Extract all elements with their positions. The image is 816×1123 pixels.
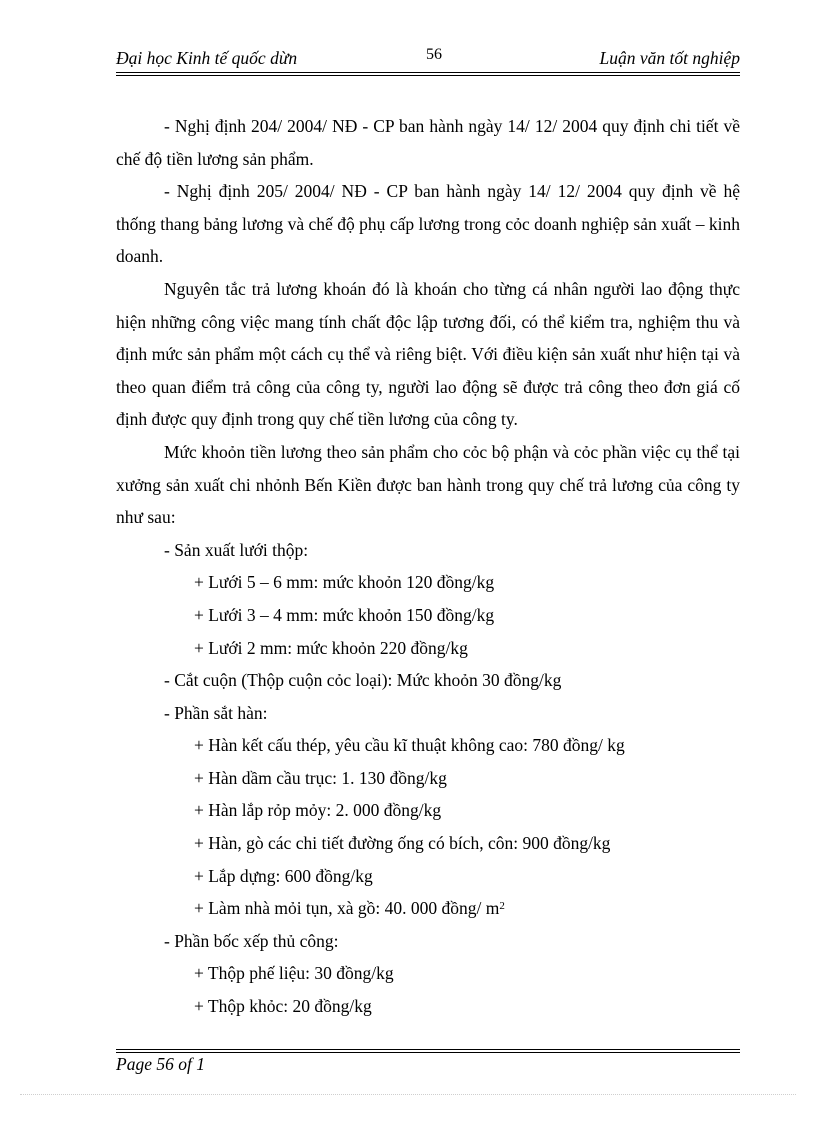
footer-page-label: Page 56 of 1	[116, 1054, 205, 1074]
principle-paragraph: Nguyên tắc trả lương khoán đó là khoán cho từng cá nhân người lao động thực hiện những công việc mang tính chất độc lập tương đối, có thể kiểm tra, nghiệm thu và định mức sản phẩm một cách cụ thể và riêng biệt. Với điều kiện sản xuất như hiện tại và theo quan điểm trả công của công ty, người lao động sẽ được trả công theo đơn giá cố định được quy định trong quy chế tiền lương của công ty.	[116, 278, 740, 430]
header-thesis-label: Luận văn tốt nghiệp	[599, 48, 740, 68]
decree-205-paragraph: - Nghị định 205/ 2004/ NĐ - CP ban hành ngày 14/ 12/ 2004 quy định về hệ thống thang bảng lương và chế độ phụ cấp lương trong cỏc doanh nghiệp sản xuất – kinh doanh.	[116, 181, 740, 267]
list-item: + Lưới 3 – 4 mm: mức khoỏn 150 đồng/kg	[194, 604, 495, 625]
list-item: + Hàn, gò các chi tiết đường ống có bích, côn: 900 đồng/kg	[194, 833, 611, 854]
group-title-welding: - Phần sắt hàn:	[164, 702, 268, 723]
superscript-2: 2	[499, 900, 505, 913]
list-item-roofing	[116, 892, 740, 925]
list-item: + Thộp khỏc: 20 đồng/kg	[194, 996, 372, 1017]
header-page-number: 56	[426, 46, 442, 63]
list-item: + Lưới 5 – 6 mm: mức khoỏn 120 đồng/kg	[194, 572, 495, 593]
list-item: + Lắp dựng: 600 đồng/kg	[194, 865, 373, 886]
list-item: + Thộp phế liệu: 30 đồng/kg	[194, 963, 394, 984]
footer-divider	[116, 1049, 740, 1053]
list-item: + Hàn dầm cầu trục: 1. 130 đồng/kg	[194, 767, 447, 788]
intro-paragraph: Mức khoỏn tiền lương theo sản phẩm cho cỏc bộ phận và cỏc phần việc cụ thể tại xưởng sản xuất chi nhỏnh Bến Kiền được ban hành trong quy chế trả lương của công ty như sau:	[116, 441, 740, 528]
group-title-steel-mesh: - Sản xuất lưới thộp:	[164, 539, 309, 560]
header-university: Đại học Kinh tế quốc dừn	[116, 48, 298, 68]
list-item: + Hàn kết cấu thép, yêu cầu kĩ thuật không cao: 780 đồng/ kg	[194, 735, 625, 756]
group-title-coil-cutting: - Cắt cuộn (Thộp cuộn cỏc loại): Mức khoỏn 30 đồng/kg	[164, 670, 562, 691]
roofing-text: + Làm nhà mỏi tụn, xà gồ: 40. 000 đồng/ m	[194, 898, 500, 919]
page-edge-dotted-line	[20, 1094, 796, 1095]
decree-204-paragraph: - Nghị định 204/ 2004/ NĐ - CP ban hành ngày 14/ 12/ 2004 quy định chi tiết về chế độ tiền lương sản phẩm.	[116, 116, 740, 169]
list-item: + Hàn lắp rỏp mỏy: 2. 000 đồng/kg	[194, 800, 442, 821]
list-item: + Lưới 2 mm: mức khoỏn 220 đồng/kg	[194, 637, 468, 658]
group-title-loading: - Phần bốc xếp thủ công:	[164, 930, 339, 951]
page-header	[116, 46, 740, 70]
page-body	[116, 110, 740, 1023]
header-divider	[116, 72, 740, 76]
